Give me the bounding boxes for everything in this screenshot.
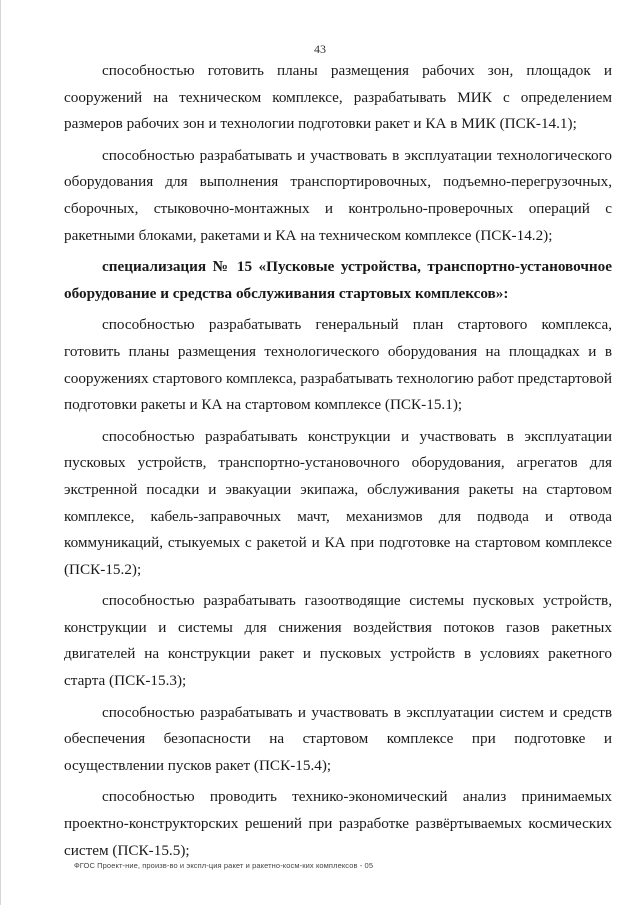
paragraph-psk-15-5: способностью проводить технико-экономический анализ принимаемых проектно-конструкторских решений при разработке развёртываемых космических систем (ПСК-15.5); bbox=[64, 788, 612, 859]
page-footer: ФГОС Проект-ние, произв-во и экспл-ция ракет и ракетно-косм-ких комплексов - 05 bbox=[74, 861, 374, 870]
specialization-15-heading: специализация № 15 «Пусковые устройства, транспортно-установочное оборудование и средства обслуживания стартовых комплексов»: bbox=[64, 258, 612, 302]
page-number: 43 bbox=[314, 42, 326, 56]
scan-edge bbox=[0, 0, 1, 905]
paragraph-psk-14-1: способностью готовить планы размещения рабочих зон, площадок и сооружений на техническом комплексе, разрабатывать МИК с определением размеров рабочих зон и технологии подготовки ракет и КА в МИК (ПСК-14.1); bbox=[64, 62, 612, 133]
paragraph-psk-15-3: способностью разрабатывать газоотводящие системы пусковых устройств, конструкции и системы для снижения воздействия потоков газов ракетных двигателей на конструкции ракет и пусковых устройств в условиях ракетного старта (ПСК-15.3); bbox=[64, 592, 612, 690]
paragraph-psk-15-4: способностью разрабатывать и участвовать в эксплуатации систем и средств обеспечения безопасности на стартовом комплексе при подготовке и осуществлении пусков ракет (ПСК-15.4); bbox=[64, 703, 612, 774]
document-body bbox=[64, 58, 612, 869]
paragraph-psk-15-2: способностью разрабатывать конструкции и участвовать в эксплуатации пусковых устройств, транспортно-установочного оборудования, агрегатов для экстренной посадки и эвакуации экипажа, обслуживания ракеты на стартовом комплексе, кабель-заправочных мачт, механизмов для подвода и отвода коммуникаций, стыкуемых с ракетой и КА при подготовке на стартовом комплексе (ПСК-15.2); bbox=[64, 427, 612, 578]
paragraph-psk-15-1: способностью разрабатывать генеральный план стартового комплекса, готовить планы размещения технологического оборудования на площадках и в сооружениях стартового комплекса, разрабатывать технологию работ предстартовой подготовки ракеты и КА на стартовом комплексе (ПСК-15.1); bbox=[64, 316, 612, 414]
paragraph-psk-14-2: способностью разрабатывать и участвовать в эксплуатации технологического оборудования для выполнения транспортировочных, подъемно-перегрузочных, сборочных, стыковочно-монтажных и контрольно-проверочных операций с ракетными блоками, ракетами и КА на техническом комплексе (ПСК-14.2); bbox=[64, 146, 612, 244]
